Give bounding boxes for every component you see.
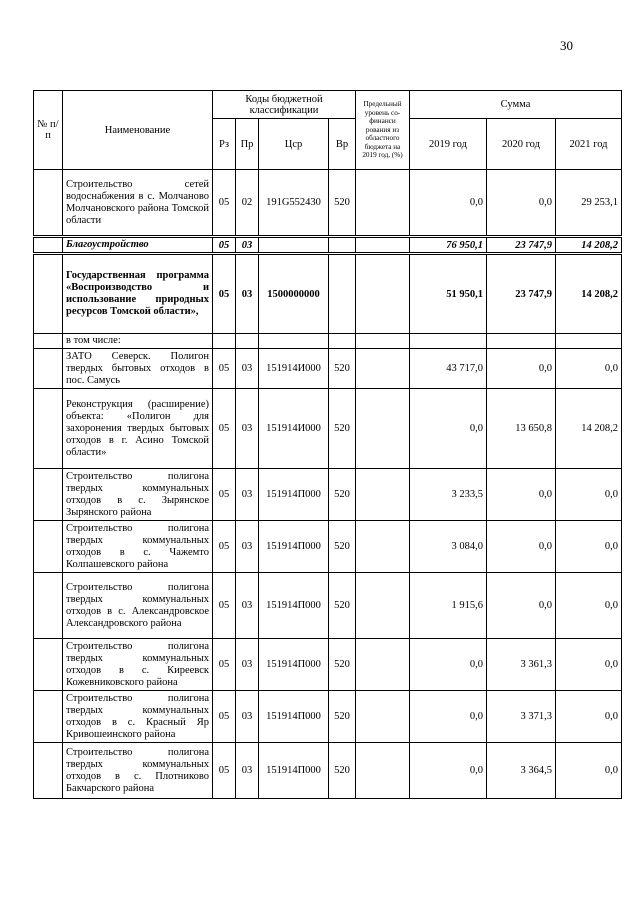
- cell-y2020: 3 364,5: [487, 743, 556, 799]
- header-sum: Сумма: [410, 91, 622, 119]
- table-row: [34, 691, 622, 743]
- cell-pr: 03: [236, 573, 259, 639]
- cell-rz: 05: [213, 743, 236, 799]
- cell-csr: 151914И000: [259, 349, 329, 389]
- cell-y2019: 43 717,0: [410, 349, 487, 389]
- cell-limit: [356, 639, 410, 691]
- table-row: [34, 389, 622, 469]
- cell-vr: 520: [329, 691, 356, 743]
- cell-name: Благоустройство: [63, 237, 213, 254]
- cell-pr: 03: [236, 389, 259, 469]
- header-limit: Предельный уровень со-финанси рования из областного бюджета на 2019 год, (%): [356, 91, 410, 170]
- cell-rz: 05: [213, 237, 236, 254]
- header-2021: 2021 год: [556, 119, 622, 170]
- table-row: [34, 170, 622, 237]
- cell-y2021: 0,0: [556, 469, 622, 521]
- header-vr: Вр: [329, 119, 356, 170]
- cell-num: [34, 170, 63, 237]
- cell-y2021: 0,0: [556, 691, 622, 743]
- cell-name: Строительство полигона твердых коммунальных отходов в с. Зырянское Зырянского района: [63, 469, 213, 521]
- cell-limit: [356, 743, 410, 799]
- cell-csr: 151914П000: [259, 743, 329, 799]
- cell-csr: 151914П000: [259, 639, 329, 691]
- cell-csr: 1500000000: [259, 254, 329, 334]
- cell-y2020: 13 650,8: [487, 389, 556, 469]
- cell-csr: [259, 334, 329, 349]
- cell-csr: 151914П000: [259, 691, 329, 743]
- cell-pr: 03: [236, 254, 259, 334]
- cell-vr: [329, 237, 356, 254]
- page-number: 30: [560, 38, 573, 53]
- cell-y2019: 76 950,1: [410, 237, 487, 254]
- cell-vr: [329, 254, 356, 334]
- cell-vr: 520: [329, 349, 356, 389]
- cell-y2020: 3 361,3: [487, 639, 556, 691]
- cell-limit: [356, 237, 410, 254]
- cell-rz: 05: [213, 469, 236, 521]
- cell-y2019: 51 950,1: [410, 254, 487, 334]
- cell-num: [34, 334, 63, 349]
- header-rz: Рз: [213, 119, 236, 170]
- table-row: [34, 334, 622, 349]
- table-row: [34, 254, 622, 334]
- cell-y2020: 3 371,3: [487, 691, 556, 743]
- cell-pr: 03: [236, 521, 259, 573]
- cell-name: Реконструкция (расширение) объекта: «Полигон для захоронения твердых бытовых отходов в г. Асино Томской области»: [63, 389, 213, 469]
- cell-rz: 05: [213, 639, 236, 691]
- cell-y2020: 0,0: [487, 170, 556, 237]
- cell-csr: 151914И000: [259, 389, 329, 469]
- header-2020: 2020 год: [487, 119, 556, 170]
- cell-vr: 520: [329, 521, 356, 573]
- cell-rz: 05: [213, 170, 236, 237]
- cell-limit: [356, 254, 410, 334]
- cell-csr: [259, 237, 329, 254]
- cell-y2021: 14 208,2: [556, 237, 622, 254]
- cell-rz: 05: [213, 254, 236, 334]
- cell-y2021: [556, 334, 622, 349]
- cell-num: [34, 349, 63, 389]
- cell-pr: 03: [236, 639, 259, 691]
- cell-vr: 520: [329, 170, 356, 237]
- cell-vr: 520: [329, 639, 356, 691]
- cell-vr: 520: [329, 469, 356, 521]
- cell-y2021: 0,0: [556, 743, 622, 799]
- cell-num: [34, 254, 63, 334]
- cell-csr: 151914П000: [259, 573, 329, 639]
- cell-num: [34, 389, 63, 469]
- cell-num: [34, 639, 63, 691]
- table-row: [34, 521, 622, 573]
- cell-pr: 03: [236, 691, 259, 743]
- cell-y2021: 0,0: [556, 521, 622, 573]
- cell-vr: 520: [329, 389, 356, 469]
- cell-num: [34, 521, 63, 573]
- cell-pr: 03: [236, 349, 259, 389]
- header-codes: Коды бюджетной классификации: [213, 91, 356, 119]
- cell-y2021: 29 253,1: [556, 170, 622, 237]
- cell-y2020: 0,0: [487, 469, 556, 521]
- cell-name: Государственная программа «Воспроизводство и использование природных ресурсов Томской области»,: [63, 254, 213, 334]
- cell-y2019: 0,0: [410, 743, 487, 799]
- budget-table: [33, 90, 622, 799]
- cell-limit: [356, 521, 410, 573]
- cell-num: [34, 469, 63, 521]
- cell-name: Строительство полигона твердых коммунальных отходов в с. Александровское Александровского района: [63, 573, 213, 639]
- cell-num: [34, 573, 63, 639]
- cell-name: Строительство полигона твердых коммунальных отходов в с. Чажемто Колпашевского района: [63, 521, 213, 573]
- cell-pr: 03: [236, 469, 259, 521]
- cell-csr: 191G552430: [259, 170, 329, 237]
- cell-pr: 03: [236, 237, 259, 254]
- cell-y2019: 3 233,5: [410, 469, 487, 521]
- cell-limit: [356, 469, 410, 521]
- cell-rz: [213, 334, 236, 349]
- cell-limit: [356, 334, 410, 349]
- cell-y2020: 0,0: [487, 349, 556, 389]
- cell-limit: [356, 389, 410, 469]
- cell-rz: 05: [213, 521, 236, 573]
- cell-csr: 151914П000: [259, 469, 329, 521]
- cell-y2021: 14 208,2: [556, 254, 622, 334]
- cell-limit: [356, 170, 410, 237]
- table-row: [34, 237, 622, 254]
- table-row: [34, 639, 622, 691]
- cell-y2021: 0,0: [556, 639, 622, 691]
- cell-name: Строительство полигона твердых коммунальных отходов в с. Плотниково Бакчарского района: [63, 743, 213, 799]
- cell-y2019: [410, 334, 487, 349]
- cell-limit: [356, 691, 410, 743]
- cell-y2021: 0,0: [556, 349, 622, 389]
- cell-y2021: 14 208,2: [556, 389, 622, 469]
- cell-y2019: 0,0: [410, 639, 487, 691]
- table-row: [34, 573, 622, 639]
- cell-name: ЗАТО Северск. Полигон твердых бытовых отходов в пос. Самусь: [63, 349, 213, 389]
- cell-num: [34, 691, 63, 743]
- header-row-1: [34, 91, 622, 119]
- cell-y2020: 23 747,9: [487, 254, 556, 334]
- cell-y2020: 0,0: [487, 573, 556, 639]
- cell-limit: [356, 573, 410, 639]
- header-pr: Пр: [236, 119, 259, 170]
- cell-num: [34, 743, 63, 799]
- cell-y2021: 0,0: [556, 573, 622, 639]
- cell-limit: [356, 349, 410, 389]
- cell-y2020: 0,0: [487, 521, 556, 573]
- cell-y2019: 0,0: [410, 691, 487, 743]
- header-2019: 2019 год: [410, 119, 487, 170]
- cell-y2019: 0,0: [410, 170, 487, 237]
- cell-name: в том числе:: [63, 334, 213, 349]
- cell-rz: 05: [213, 349, 236, 389]
- cell-num: [34, 237, 63, 254]
- cell-y2020: [487, 334, 556, 349]
- cell-name: Строительство сетей водоснабжения в с. Молчаново Молчановского района Томской области: [63, 170, 213, 237]
- cell-name: Строительство полигона твердых коммунальных отходов в с. Киреевск Кожевниковского района: [63, 639, 213, 691]
- cell-pr: 03: [236, 743, 259, 799]
- cell-y2019: 0,0: [410, 389, 487, 469]
- table-row: [34, 349, 622, 389]
- cell-vr: [329, 334, 356, 349]
- cell-pr: 02: [236, 170, 259, 237]
- cell-vr: 520: [329, 573, 356, 639]
- cell-vr: 520: [329, 743, 356, 799]
- header-name: Наименование: [63, 91, 213, 170]
- cell-name: Строительство полигона твердых коммунальных отходов в с. Красный Яр Кривошеинского района: [63, 691, 213, 743]
- cell-rz: 05: [213, 389, 236, 469]
- cell-rz: 05: [213, 573, 236, 639]
- header-csr: Цср: [259, 119, 329, 170]
- table-row: [34, 743, 622, 799]
- cell-rz: 05: [213, 691, 236, 743]
- table-row: [34, 469, 622, 521]
- header-num: № п/п: [34, 91, 63, 170]
- cell-csr: 151914П000: [259, 521, 329, 573]
- cell-y2020: 23 747,9: [487, 237, 556, 254]
- cell-y2019: 3 084,0: [410, 521, 487, 573]
- cell-y2019: 1 915,6: [410, 573, 487, 639]
- cell-pr: [236, 334, 259, 349]
